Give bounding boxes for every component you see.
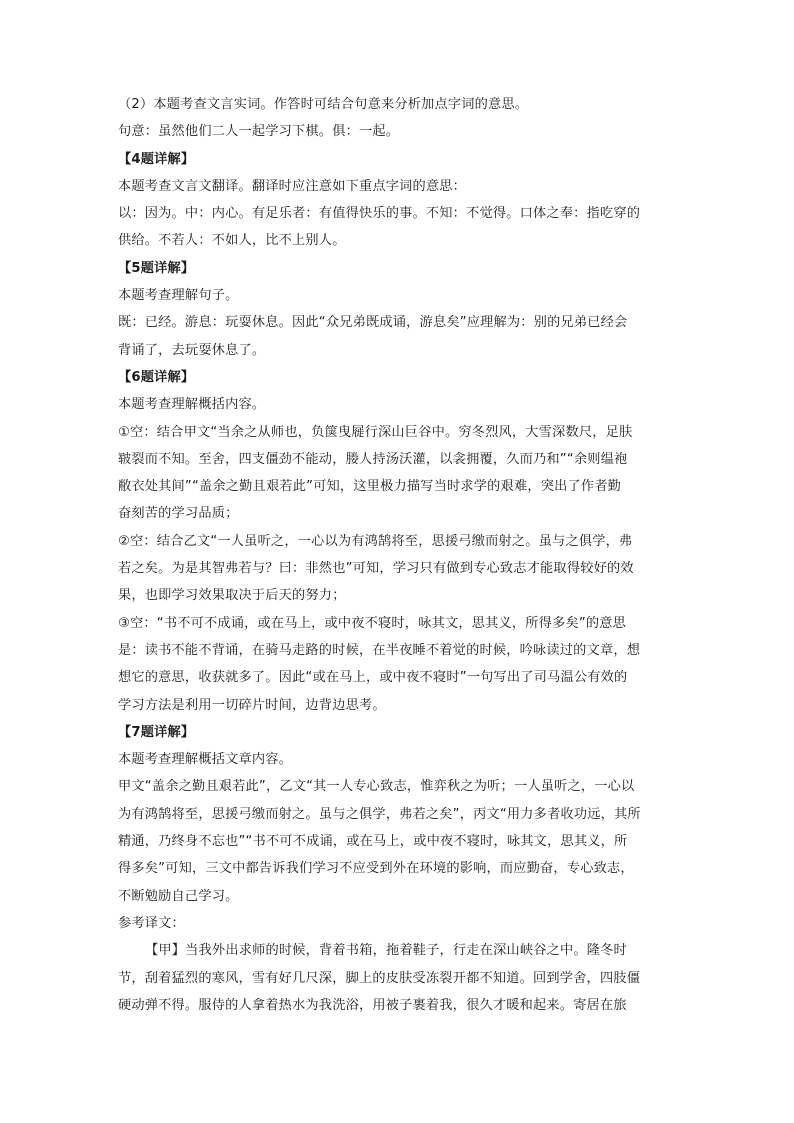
text-line: 以：因为。中：内心。有足乐者：有值得快乐的事。不知：不觉得。口体之奉：指吃穿的: [118, 206, 641, 222]
text-line: 【甲】当我外出求师的时候，背着书箱，拖着鞋子，行走在深山峡谷之中。隆冬时: [145, 943, 627, 959]
text-line: （2）本题考查文言实词。作答时可结合句意来分析加点字词的意思。: [118, 97, 529, 112]
text-line: 学习方法是利用一切碎片时间，边背边思考。: [118, 697, 386, 713]
text-line: ①空：结合甲文“当余之从师也，负箧曳屣行深山巨谷中。穷冬烈风，大雪深数尺，足肤: [118, 424, 633, 440]
text-line: 本题考查理解概括内容。: [118, 397, 266, 413]
text-line: 皲裂而不知。至舍，四支僵劲不能动，媵人持汤沃灌，以衾拥覆，久而乃和”“余则缊袍: [118, 451, 628, 467]
text-line: 精通，乃终身不忘也”“书不可不成诵，或在马上，或中夜不寝时，咏其文，思其义，所: [118, 834, 628, 850]
text-line: 敝衣处其间”“盖余之勤且艰若此”可知，这里极力描写当时求学的艰难，突出了作者勤: [118, 479, 622, 495]
text-line: 甲文“盖余之勤且艰若此”，乙文“其一人专心致志，惟弈秋之为听；一人虽听之，一心以: [118, 779, 635, 795]
text-line: 背诵了，去玩耍休息了。: [118, 342, 266, 358]
text-line: 本题考查文言文翻译。翻译时应注意如下重点字词的意思：: [118, 178, 467, 194]
text-line: 本题考查理解概括文章内容。: [118, 752, 293, 768]
text-line: ③空：“书不可不成诵，或在马上，或中夜不寝时，咏其文，思其义，所得多矣”的意思: [118, 615, 627, 631]
text-line: 硬动弹不得。服侍的人拿着热水为我洗浴，用被子裹着我，很久才暖和起来。寄居在旅: [118, 997, 627, 1013]
text-line: 想它的意思，收获就多了。因此“或在马上，或中夜不寝时”一句写出了司马温公有效的: [118, 670, 628, 686]
text-line: 参考译文：: [118, 915, 185, 931]
text-line: 为有鸿鹄将至，思援弓缴而射之。虽与之俱学，弗若之矣”，丙文“用力多者收功远，其所: [118, 806, 641, 822]
text-line: 果，也即学习效果取决于后天的努力；: [118, 588, 346, 604]
text-line: 节，刮着猛烈的寒风，雪有好几尺深，脚上的皮肤受冻裂开都不知道。回到学舍，四肢僵: [118, 970, 641, 986]
section-heading: 【7题详解】: [118, 724, 195, 740]
section-heading: 【4题详解】: [118, 151, 195, 167]
text-line: 本题考查理解句子。: [118, 288, 239, 304]
text-line: 奋刻苦的学习品质；: [118, 506, 239, 522]
text-line: 供给。不若人：不如人，比不上别人。: [118, 233, 346, 249]
section-heading: 【5题详解】: [118, 260, 195, 276]
text-line: 若之矣。为是其智弗若与？曰：非然也”可知，学习只有做到专心致志才能取得较好的效: [118, 561, 634, 577]
text-line: 不断勉励自己学习。: [118, 888, 239, 904]
text-line: 得多矣”可知，三文中都告诉我们学习不应受到外在环境的影响，而应勤奋，专心致志，: [118, 861, 634, 877]
text-line: 句意：虽然他们二人一起学习下棋。俱：一起。: [118, 124, 400, 140]
text-line: 是：读书不能不背诵，在骑马走路的时候，在半夜睡不着觉的时候，吟咏读过的文章，想: [118, 642, 641, 658]
text-line: 既：已经。游息：玩耍休息。因此“众兄弟既成诵，游息矣”应理解为：别的兄弟已经会: [118, 315, 628, 331]
section-heading: 【6题详解】: [118, 369, 195, 385]
document-page: [118, 91, 670, 1019]
text-line: ②空：结合乙文“一人虽听之，一心以为有鸿鹄将至，思援弓缴而射之。虽与之俱学，弗: [118, 533, 633, 549]
